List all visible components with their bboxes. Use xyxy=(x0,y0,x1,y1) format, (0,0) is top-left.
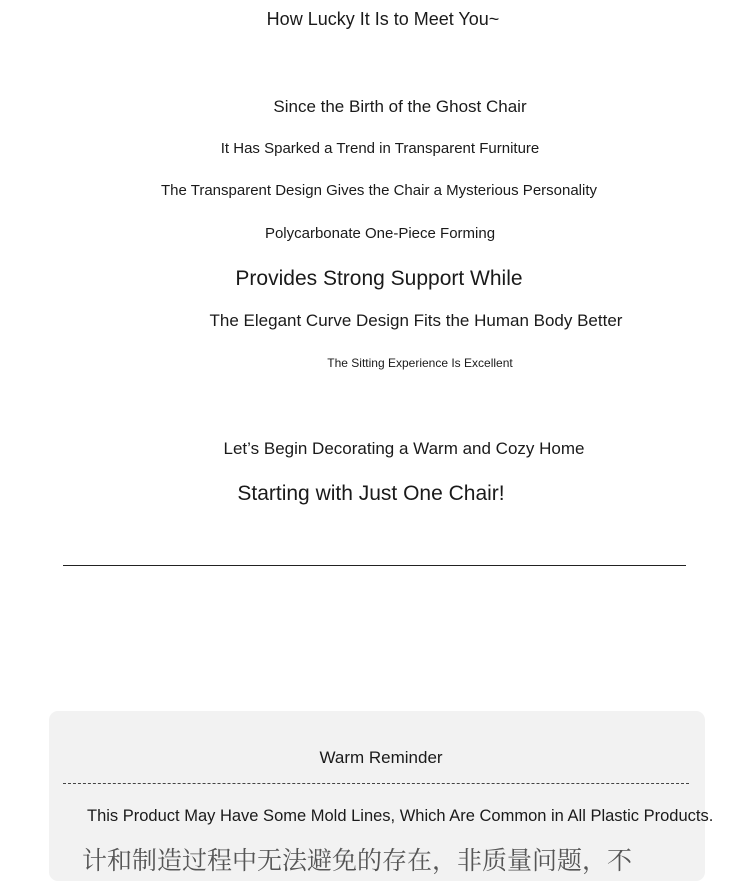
story-line-7: The Sitting Experience Is Excellent xyxy=(327,356,513,370)
warm-reminder-box xyxy=(49,711,714,881)
story-line-3: The Transparent Design Gives the Chair a Mysterious Personality xyxy=(160,182,598,199)
story-line-2: It Has Sparked a Trend in Transparent Furniture xyxy=(220,140,540,157)
reminder-title: Warm Reminder xyxy=(319,748,443,767)
story-line-4: Polycarbonate One-Piece Forming xyxy=(264,225,496,242)
closing-line-2: Starting with Just One Chair! xyxy=(237,482,505,505)
closing-line-1: Let’s Begin Decorating a Warm and Cozy Home xyxy=(223,439,585,458)
story-line-6: The Elegant Curve Design Fits the Human Body Better xyxy=(209,311,623,330)
reminder-dashed-divider xyxy=(63,783,689,784)
reminder-text-cn: 计和制造过程中无法避免的存在，非质量问题，不 xyxy=(82,846,633,875)
story-line-5: Provides Strong Support While xyxy=(235,267,523,290)
headline: How Lucky It Is to Meet You~ xyxy=(266,9,500,29)
story-line-1: Since the Birth of the Ghost Chair xyxy=(273,97,527,116)
section-divider xyxy=(63,565,686,566)
reminder-text: This Product May Have Some Mold Lines, Which Are Common in All Plastic Products. xyxy=(87,807,714,825)
